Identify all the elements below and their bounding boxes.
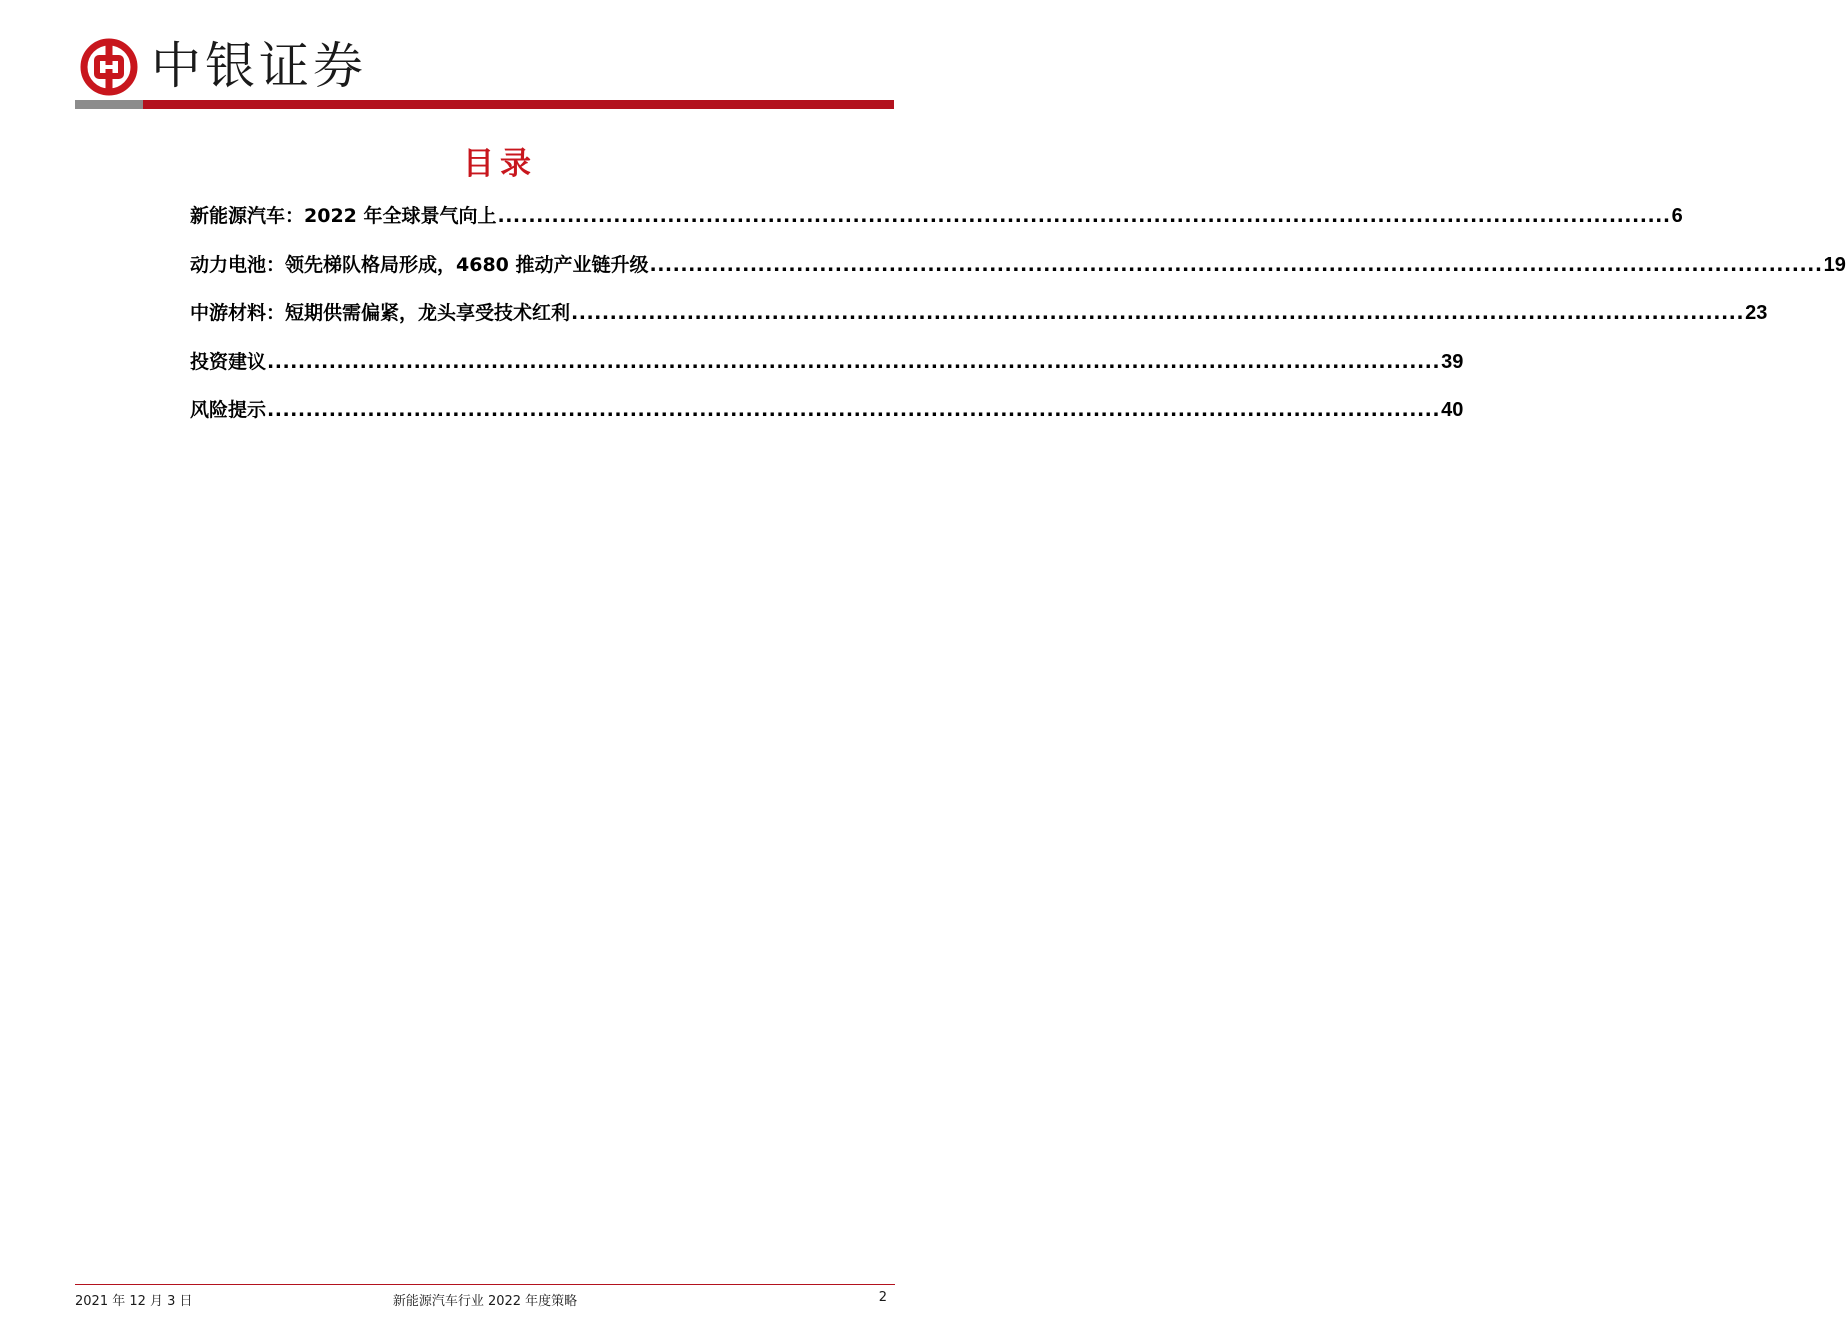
header-rule-red xyxy=(143,100,894,109)
footer-page-number: 2 xyxy=(878,1290,887,1305)
page-header xyxy=(75,30,895,110)
toc-title: 目录 xyxy=(463,146,537,182)
toc-item-page: 40 xyxy=(1441,399,1464,421)
toc-dot-leader: ........................................................................................................................................................ xyxy=(649,253,1823,276)
toc-dot-leader: ........................................................................................................................................................ xyxy=(267,350,1441,373)
footer-date: 2021 年 12 月 3 日 xyxy=(75,1294,193,1309)
toc-item-midstream-materials[interactable] xyxy=(190,298,1768,347)
toc-item-risk-warning[interactable] xyxy=(190,395,1464,444)
toc-item-ev-outlook[interactable] xyxy=(190,201,1683,250)
toc-item-label: 中游材料：短期供需偏紧，龙头享受技术红利 xyxy=(190,302,571,324)
toc-item-page: 19 xyxy=(1823,253,1846,276)
header-rule-gray xyxy=(75,100,143,109)
toc-item-power-battery[interactable] xyxy=(190,250,1846,299)
toc-item-page: 6 xyxy=(1671,205,1683,227)
toc-item-page: 23 xyxy=(1745,302,1768,324)
table-of-contents xyxy=(190,201,1846,444)
toc-item-investment-advice[interactable] xyxy=(190,347,1464,396)
toc-item-label: 动力电池：领先梯队格局形成，4680 推动产业链升级 xyxy=(190,253,649,276)
toc-dot-leader: ........................................................................................................................................................ xyxy=(571,302,1745,324)
brand-name: 中银证券 xyxy=(151,37,367,95)
toc-item-label: 新能源汽车：2022 年全球景气向上 xyxy=(190,205,497,227)
toc-item-page: 39 xyxy=(1441,350,1464,373)
footer-document-title: 新能源汽车行业 2022 年度策略 xyxy=(392,1294,578,1309)
toc-dot-leader: ........................................................................................................................................................ xyxy=(497,205,1671,227)
toc-dot-leader: ........................................................................................................................................................ xyxy=(267,399,1441,421)
bank-of-china-logo-icon xyxy=(80,38,138,96)
toc-item-label: 投资建议 xyxy=(190,350,267,373)
toc-item-label: 风险提示 xyxy=(190,399,267,421)
footer-rule xyxy=(75,1284,895,1285)
